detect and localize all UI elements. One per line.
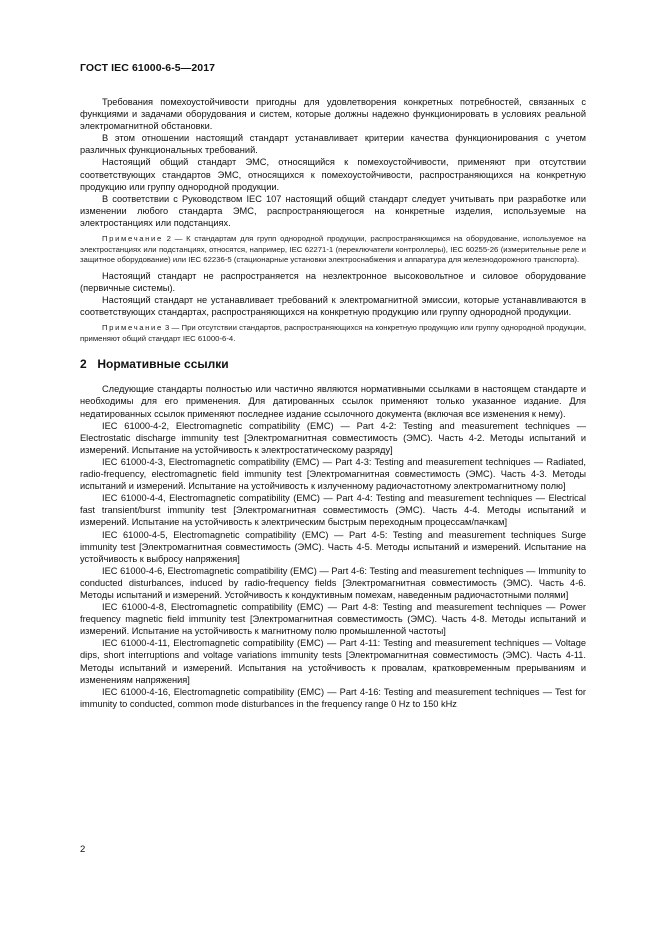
note-2 [80,234,586,266]
reference-item: IEC 61000-4-2, Electromagnetic compatibility (EMC) — Part 4-2: Testing and measurement techniques — Electrostatic discharge immunity test [Электромагнитная совместимость (ЭМС). Часть 4-2. Методы испытаний и измерений. Испытание на устойчивость к электростатическому разряду] [80,420,586,455]
reference-item: IEC 61000-4-6, Electromagnetic compatibility (EMC) — Part 4-6: Testing and measurement techniques — Immunity to conducted disturbances, induced by radio-frequency fields [Электромагнитная совместимость (ЭМС). Часть 4-6. Методы испытаний и измерений. Устойчивость к кондуктивным помехам, наведенным радиочастотными полями] [80,565,586,600]
reference-item: IEC 61000-4-11, Electromagnetic compatibility (EMC) — Part 4-11: Testing and measurement techniques — Voltage dips, short interruptions and voltage variations immunity tests [Электромагнитная совместимость (ЭМС). Часть 4-11. Методы испытаний и измерений. Испытания на устойчивость к провалам, кратковременным прерываниям и изменениям напряжения] [80,638,586,685]
section-heading [80,357,586,371]
note-text: 3 — При отсутствии стандартов, распространяющихся на конкретную продукцию или группу однородной продукции, применяют общий стандарт IEC 61000-6-4. [80,323,586,343]
page-number: 2 [80,844,86,855]
paragraph: В этом отношении настоящий стандарт устанавливает критерии качества функционирования с учетом различных функциональных требований. [80,133,586,156]
paragraph: Требования помехоустойчивости пригодны для удовлетворения конкретных потребностей, связанных с функциями и задачами оборудования и систем, которые должны надежно функционировать в условиях реальной электромагнитной обстановки. [80,97,586,132]
section-number: 2 [80,357,87,372]
paragraph: В соответствии с Руководством IEC 107 настоящий общий стандарт следует учитывать при разработке или изменении любого стандарта ЭМС, распространяющегося на конкретные изделия, используемые на электростанциях или подстанциях. [80,193,586,228]
note-text: 2 — К стандартам для групп однородной продукции, распространяющимся на оборудование, используемое на электростанциях или подстанциях, относятся, например, IEC 62271-1 (переключатели контроллеры), IEC 60255-26 (измерительные реле и защитное оборудование) или IEC 62236-5 (стационарные установки электроснабжения и аппаратура для железнодорожного транспорта). [80,234,586,265]
reference-item: IEC 61000-4-4, Electromagnetic compatibility (EMC) — Part 4-4: Testing and measurement techniques — Electrical fast transient/burst immunity test [Электромагнитная совместимость (ЭМС). Часть 4-4. Методы испытаний и измерений. Испытание на устойчивость к электрическим быстрым переходным процессам/пачкам] [80,493,586,528]
paragraph: Следующие стандарты полностью или частично являются нормативными ссылками в настоящем стандарте и необходимы для его применения. Для датированных ссылок применяют только указанное издание. Для недатированных ссылок применяют последнее издание ссылочного документа (включая все изменения к нему). [80,384,586,419]
note-3 [80,323,586,344]
reference-item: IEC 61000-4-16, Electromagnetic compatibility (EMC) — Part 4-16: Testing and measurement techniques — Test for immunity to conducted, common mode disturbances in the frequency range 0 Hz to 150 kHz [80,686,586,709]
document-header: ГОСТ IEC 61000-6-5—2017 [80,62,216,74]
reference-item: IEC 61000-4-5, Electromagnetic compatibility (EMC) — Part 4-5: Testing and measurement techniques Surge immunity test [Электромагнитная совместимость (ЭМС). Часть 4-5. Методы испытаний и измерений. Испытание на устойчивость к выбросу напряжения] [80,529,586,564]
reference-item: IEC 61000-4-3, Electromagnetic compatibility (EMC) — Part 4-3: Testing and measurement techniques — Radiated, radio-frequency, electromagnetic field immunity test [Электромагнитная совместимость (ЭМС). Часть 4-3. Методы испытаний и измерений. Испытание на устойчивость к излученному радиочастотному электромагнитному полю] [80,456,586,492]
reference-item: IEC 61000-4-8, Electromagnetic compatibility (EMC) — Part 4-8: Testing and measurement techniques — Power frequency magnetic field immunity test [Электромагнитная совместимость (ЭМС). Часть 4-8. Методы испытаний и измерений. Испытание на устойчивость к магнитному полю промышленной частоты] [80,602,586,637]
section-title: Нормативные ссылки [97,357,229,372]
page-content [80,96,586,710]
note-label: Примечание [102,234,163,244]
paragraph: Настоящий общий стандарт ЭМС, относящийся к помехоустойчивости, применяют при отсутствии соответствующих стандартов ЭМС, относящихся к помехоустойчивости, распространяющихся на конкретную продукцию или группу однородной продукции. [80,157,586,192]
note-label: Примечание [102,323,163,333]
paragraph: Настоящий стандарт не устанавливает требований к электромагнитной эмиссии, которые устанавливаются в соответствующих стандартах, распространяющихся на конкретную продукцию или группу однородной продукции. [80,295,586,318]
paragraph: Настоящий стандарт не распространяется на незлектронное высоковольтное и силовое оборудование (первичные системы). [80,270,586,293]
